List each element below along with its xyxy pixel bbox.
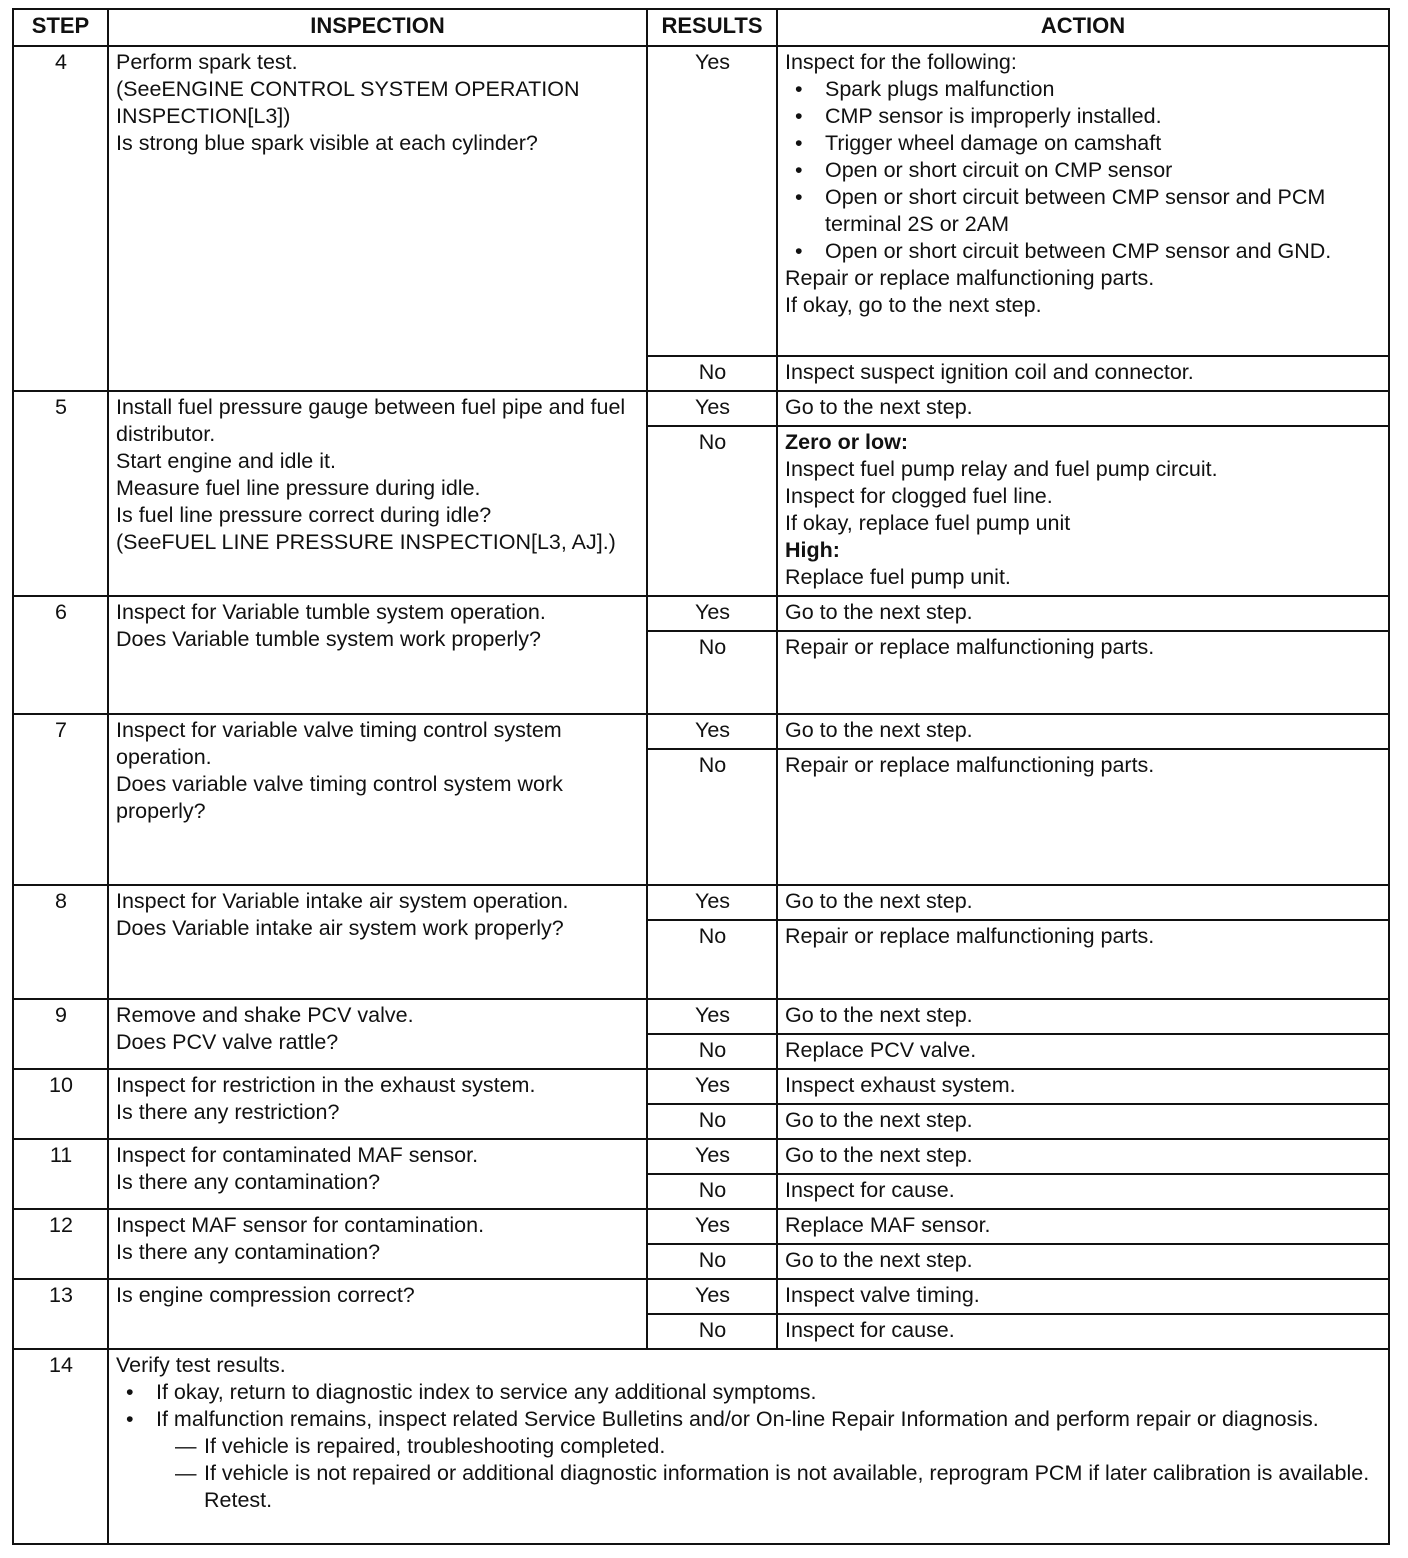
result-yes: Yes — [647, 596, 777, 631]
header-inspection: INSPECTION — [108, 9, 647, 46]
inspection-line: Inspect for restriction in the exhaust system. — [116, 1073, 536, 1097]
step-4-yes-row — [13, 46, 1389, 356]
step-14-row — [13, 1349, 1389, 1544]
sub-list-item: — If vehicle is repaired, troubleshooting completed. — [204, 1433, 1382, 1460]
inspection-line: Inspect for Variable tumble system operation. — [116, 600, 546, 624]
list-item: • CMP sensor is improperly installed. — [825, 103, 1382, 130]
action-no: Inspect suspect ignition coil and connector. — [777, 356, 1389, 391]
step-6-yes-row — [13, 596, 1389, 631]
inspection-line: Is there any contamination? — [116, 1240, 381, 1264]
step-inspection — [108, 885, 647, 999]
step-number: 11 — [13, 1139, 108, 1209]
verify-list — [116, 1379, 1382, 1514]
result-yes: Yes — [647, 714, 777, 749]
step-13-yes-row — [13, 1279, 1389, 1314]
step-10-yes-row — [13, 1069, 1389, 1104]
action-yes: Inspect valve timing. — [777, 1279, 1389, 1314]
action-yes: Go to the next step. — [777, 714, 1389, 749]
inspect-list — [785, 76, 1382, 265]
inspection-line: Start engine and idle it. — [116, 449, 336, 473]
step-number: 5 — [13, 391, 108, 596]
step-inspection — [108, 1279, 647, 1349]
inspection-line: Is engine compression correct? — [116, 1283, 415, 1307]
inspection-line: Does variable valve timing control system work properly? — [116, 772, 563, 823]
inspection-line: Is there any restriction? — [116, 1100, 340, 1124]
action-yes: Go to the next step. — [777, 391, 1389, 426]
step-number: 6 — [13, 596, 108, 714]
list-item: • Open or short circuit between CMP sensor and PCM terminal 2S or 2AM — [825, 184, 1382, 238]
action-yes: Replace MAF sensor. — [777, 1209, 1389, 1244]
inspection-line: Is strong blue spark visible at each cylinder? — [116, 131, 538, 155]
result-no: No — [647, 356, 777, 391]
action-yes: Go to the next step. — [777, 596, 1389, 631]
result-yes: Yes — [647, 1209, 777, 1244]
list-item: • Open or short circuit on CMP sensor — [825, 157, 1382, 184]
step-inspection — [108, 46, 647, 391]
action-no: Go to the next step. — [777, 1104, 1389, 1139]
result-no: No — [647, 1174, 777, 1209]
inspection-line: (SeeFUEL LINE PRESSURE INSPECTION[L3, AJ].) — [116, 530, 616, 554]
action-yes — [777, 46, 1389, 356]
step-inspection — [108, 999, 647, 1069]
result-yes: Yes — [647, 999, 777, 1034]
inspection-line: (SeeENGINE CONTROL SYSTEM OPERATION INSPECTION[L3]) — [116, 77, 580, 128]
step-number: 10 — [13, 1069, 108, 1139]
inspection-line: Measure fuel line pressure during idle. — [116, 476, 481, 500]
step-11-yes-row — [13, 1139, 1389, 1174]
action-no: Inspect for cause. — [777, 1314, 1389, 1349]
diagnostic-table — [12, 8, 1390, 1545]
action-yes: Inspect exhaust system. — [777, 1069, 1389, 1104]
header-step: STEP — [13, 9, 108, 46]
inspection-line: Is fuel line pressure correct during idle? — [116, 503, 492, 527]
result-no: No — [647, 1314, 777, 1349]
result-no: No — [647, 426, 777, 596]
step-number: 8 — [13, 885, 108, 999]
inspection-line: Does Variable intake air system work properly? — [116, 916, 564, 940]
step-9-yes-row — [13, 999, 1389, 1034]
step-inspection — [108, 1209, 647, 1279]
action-yes: Go to the next step. — [777, 1139, 1389, 1174]
step-number: 7 — [13, 714, 108, 885]
result-no: No — [647, 1104, 777, 1139]
inspection-line: Is there any contamination? — [116, 1170, 381, 1194]
action-no: Inspect for cause. — [777, 1174, 1389, 1209]
inspection-line: Does PCV valve rattle? — [116, 1030, 339, 1054]
step-number: 12 — [13, 1209, 108, 1279]
action-no: Repair or replace malfunctioning parts. — [777, 920, 1389, 999]
result-yes: Yes — [647, 1279, 777, 1314]
inspection-line: Inspect MAF sensor for contamination. — [116, 1213, 485, 1237]
action-line: If okay, replace fuel pump unit — [785, 511, 1071, 535]
step-inspection — [108, 596, 647, 714]
list-item-text: If malfunction remains, inspect related Service Bulletins and/or On-line Repair Information and perform repair or diagnosis. — [156, 1407, 1319, 1431]
inspection-line: Inspect for Variable intake air system operation. — [116, 889, 569, 913]
sub-list-item: — If vehicle is not repaired or additional diagnostic information is not available, reprogram PCM if later calibration is available. Retest. — [204, 1460, 1382, 1514]
action-line: If okay, go to the next step. — [785, 293, 1042, 317]
result-no: No — [647, 920, 777, 999]
sub-list — [156, 1433, 1382, 1514]
action-yes: Go to the next step. — [777, 885, 1389, 920]
step-8-yes-row — [13, 885, 1389, 920]
inspection-line: Remove and shake PCV valve. — [116, 1003, 414, 1027]
list-item — [156, 1406, 1382, 1514]
list-item: • If okay, return to diagnostic index to service any additional symptoms. — [156, 1379, 1382, 1406]
inspection-line: Does Variable tumble system work properly? — [116, 627, 541, 651]
result-no: No — [647, 749, 777, 885]
list-item: • Trigger wheel damage on camshaft — [825, 130, 1382, 157]
inspection-line: Perform spark test. — [116, 50, 298, 74]
action-line: Repair or replace malfunctioning parts. — [785, 266, 1155, 290]
inspection-line: Inspect for variable valve timing control system operation. — [116, 718, 562, 769]
result-no: No — [647, 1244, 777, 1279]
result-yes: Yes — [647, 1139, 777, 1174]
inspection-line: Install fuel pressure gauge between fuel pipe and fuel distributor. — [116, 395, 626, 446]
list-item: • Spark plugs malfunction — [825, 76, 1382, 103]
result-yes: Yes — [647, 885, 777, 920]
step-5-yes-row — [13, 391, 1389, 426]
step-number: 14 — [13, 1349, 108, 1544]
action-yes: Go to the next step. — [777, 999, 1389, 1034]
action-no — [777, 426, 1389, 596]
action-no: Repair or replace malfunctioning parts. — [777, 749, 1389, 885]
result-no: No — [647, 631, 777, 714]
action-line: Replace fuel pump unit. — [785, 565, 1011, 589]
header-row — [13, 9, 1389, 46]
step-number: 4 — [13, 46, 108, 391]
inspection-line: Inspect for contaminated MAF sensor. — [116, 1143, 479, 1167]
action-subheading: High: — [785, 538, 840, 562]
header-action: ACTION — [777, 9, 1389, 46]
action-line: Inspect for clogged fuel line. — [785, 484, 1053, 508]
step-number: 13 — [13, 1279, 108, 1349]
step-inspection — [108, 714, 647, 885]
step-7-yes-row — [13, 714, 1389, 749]
action-no: Replace PCV valve. — [777, 1034, 1389, 1069]
action-no: Repair or replace malfunctioning parts. — [777, 631, 1389, 714]
step-inspection — [108, 1069, 647, 1139]
step-inspection — [108, 1139, 647, 1209]
action-subheading: Zero or low: — [785, 430, 909, 454]
header-results: RESULTS — [647, 9, 777, 46]
result-yes: Yes — [647, 46, 777, 356]
result-yes: Yes — [647, 1069, 777, 1104]
step-number: 9 — [13, 999, 108, 1069]
action-no: Go to the next step. — [777, 1244, 1389, 1279]
action-line: Inspect for the following: — [785, 50, 1017, 74]
step-14-content — [108, 1349, 1389, 1544]
result-no: No — [647, 1034, 777, 1069]
step-12-yes-row — [13, 1209, 1389, 1244]
action-line: Inspect fuel pump relay and fuel pump circuit. — [785, 457, 1218, 481]
list-item: • Open or short circuit between CMP sensor and GND. — [825, 238, 1382, 265]
verify-intro: Verify test results. — [116, 1353, 286, 1377]
step-inspection — [108, 391, 647, 596]
result-yes: Yes — [647, 391, 777, 426]
